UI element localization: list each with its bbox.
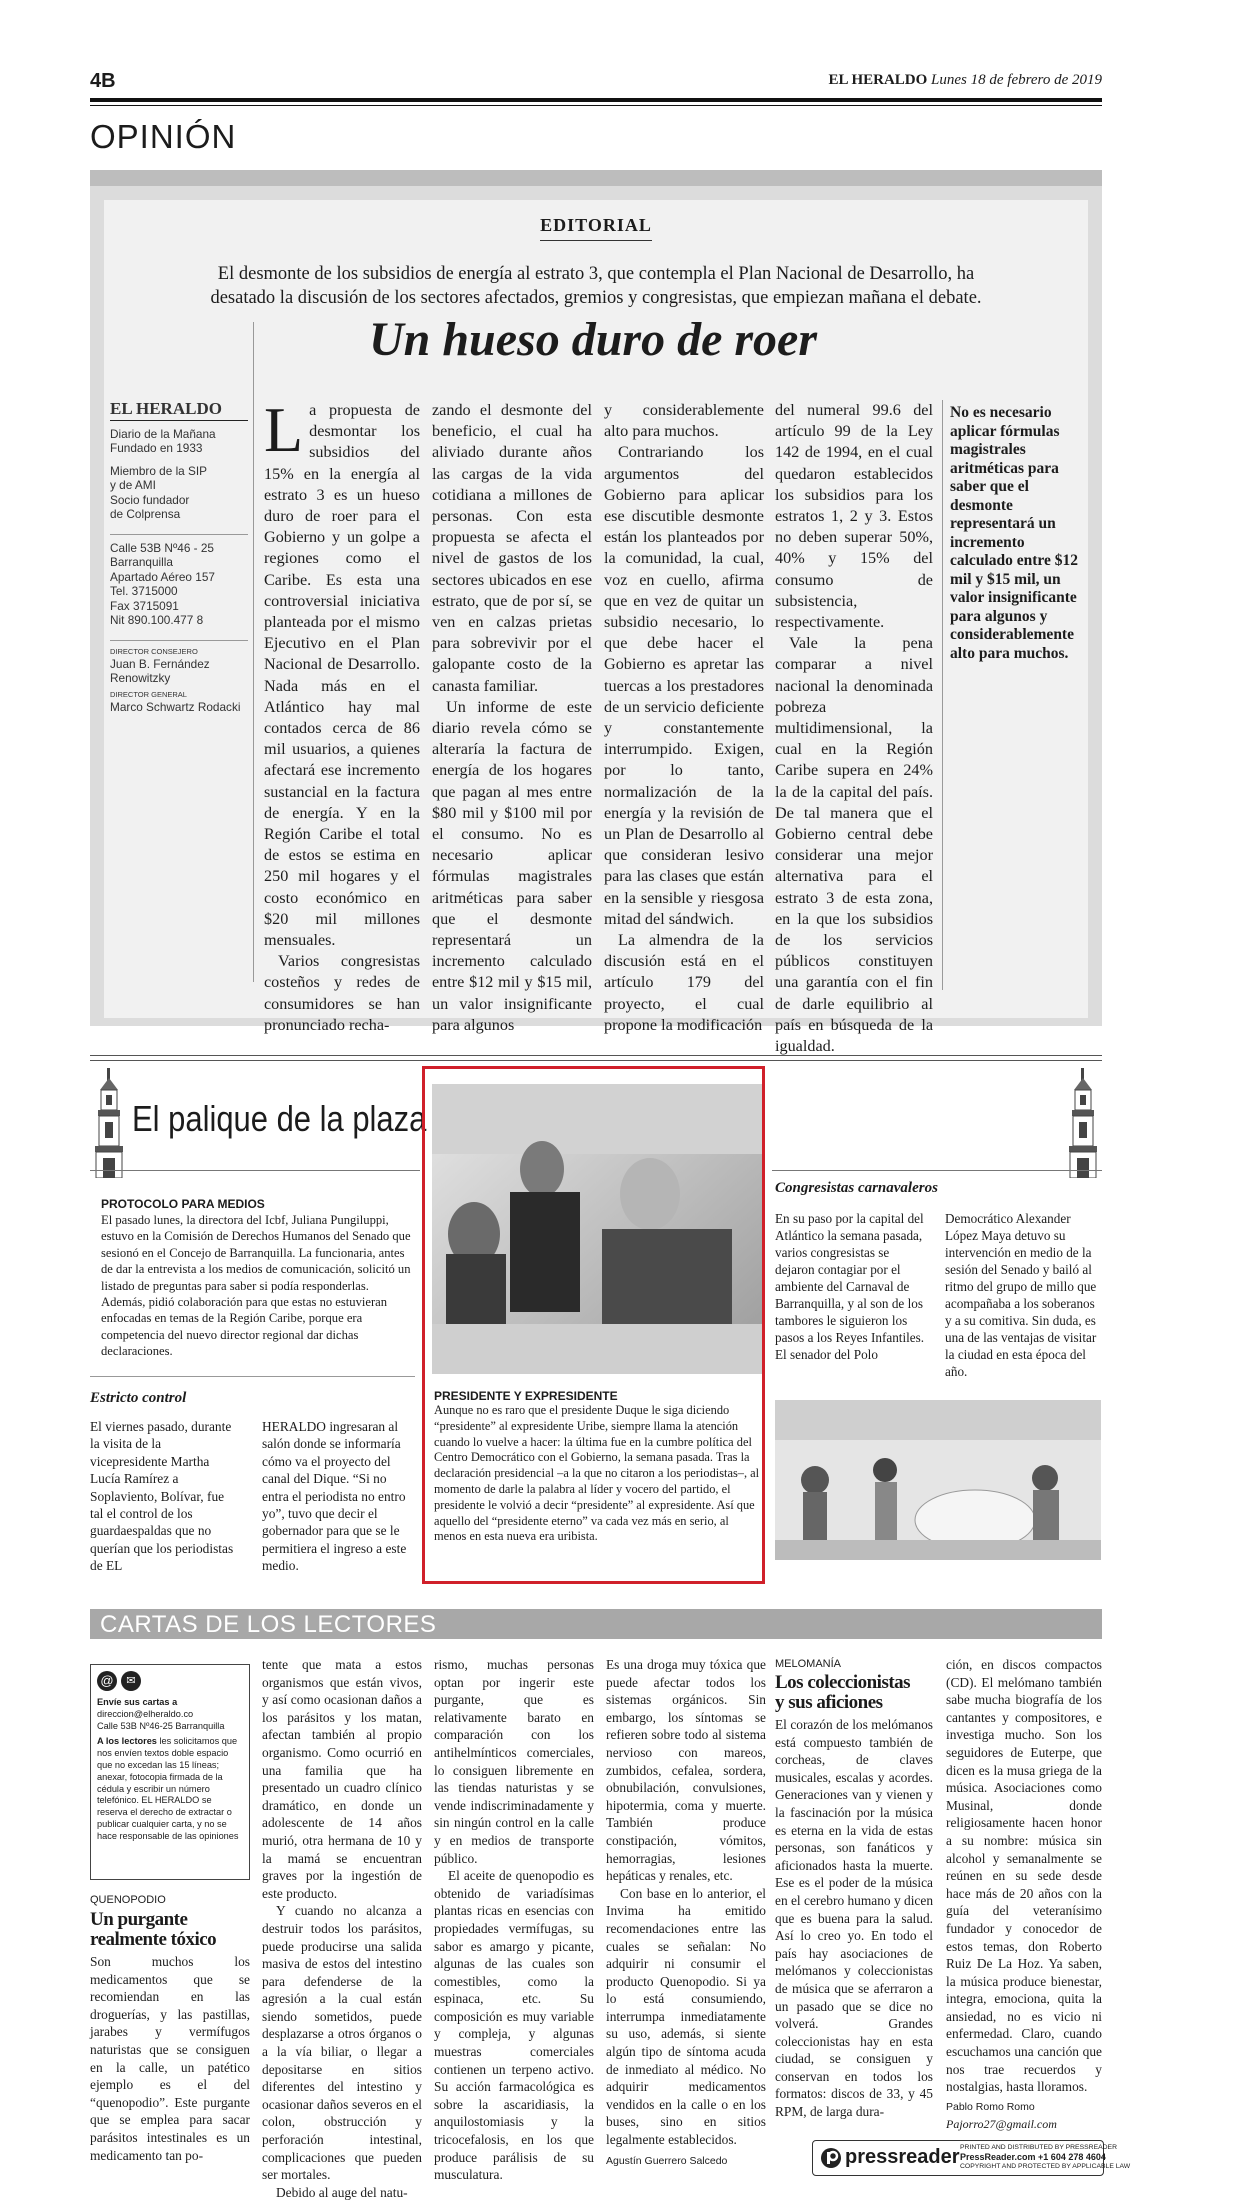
letter1-kicker: QUENOPODIO bbox=[90, 1894, 166, 1906]
palique-text-congresistas-1: En su paso por la capital del Atlántico la semana pasada, varios congresistas se dejaron contagiar por el ambiente del Carnaval de Barranquilla, y al son de los tambores le siguieron los pasos a los Reyes Infantiles. El senador del Polo bbox=[775, 1211, 925, 1362]
masthead-name: EL HERALDO bbox=[110, 402, 248, 421]
masthead-box bbox=[110, 399, 248, 714]
letter-paragraph: tente que mata a estos organismos que están vivos, y así como ocasionan daños a los parásitos y los matan, afectan también al propio organismo. Como ocurrió en una familia que ha presentado un cuadro clínico dramático, en donde un adolescente de 14 años murió, otra hermana de 10 y la mamá se encuentran graves por la ingestión de este producto. bbox=[262, 1657, 422, 1901]
newspaper-dateline bbox=[829, 72, 1102, 89]
letter2-column-1 bbox=[775, 1716, 933, 2121]
editorial-divider bbox=[253, 322, 254, 982]
masthead-line: Diario de la Mañana bbox=[110, 426, 216, 441]
letter1-column-3 bbox=[434, 1656, 594, 2184]
cartas-address: Calle 53B Nº46-25 Barranquilla bbox=[97, 1720, 225, 1731]
letter-paragraph: rismo, muchas personas optan por ingerir este purgante, que es relativamente barato en comparación con los antihelmínticos comerciales, lo consiguen libremente en las tiendas naturistas y se vende indiscriminadamente y sin ningún control en la calle y en medios de transporte público. bbox=[434, 1657, 594, 1866]
palique-text-estricto-2: HERALDO ingresaran al salón donde se informaría cómo va el proyecto del canal del Dique. “Si no entra el periodista no entro yo”, tuvo que decir el gobernador para que se le permitiera el ingreso a este medio. bbox=[262, 1419, 407, 1574]
palique-rule-top2 bbox=[90, 1060, 1102, 1061]
editorial-top-band bbox=[90, 170, 1102, 186]
editorial-paragraph: a propuesta de desmontar los subsidios del 15% en la energía al estrato 3 es un hueso duro de roer para el Gobierno y un golpe a regiones como el Caribe. Es esta una controversial iniciativa planteada por el mismo Ejecutivo en el Plan Nacional de Desarrollo. Nada más en el Atlántico hay mal contados cerca de 86 mil usuarios, a quienes afectará ese incremento sustancial en la factura de energía. Y en la Región Caribe el total de estos se estima en 250 mil hogares y el costo económico en $20 mil millones mensuales. bbox=[264, 401, 420, 950]
cartas-submission-box bbox=[90, 1664, 250, 1880]
page-number: 4B bbox=[90, 70, 116, 92]
editorial-paragraph: Un informe de este diario revela cómo se alteraría la factura de energía de los hogares que pagan al mes entre $80 mil y $100 mil por el consumo. No es necesario aplicar fórmulas magistrales aritméticas para saber que el desmonte representará un incremento calculado entre $12 mil y $15 mil, un valor insignificante para algunos bbox=[432, 697, 592, 1034]
deck-line-2: desatado la discusión de los sectores afectados, gremios y congresistas, que empiezan mañana el debate. bbox=[210, 288, 982, 308]
palique-title: El palique de la plaza bbox=[132, 1098, 427, 1139]
newspaper-name: EL HERALDO bbox=[828, 72, 928, 88]
pullquote-divider bbox=[942, 400, 943, 990]
at-icon: @ bbox=[97, 1671, 117, 1691]
masthead-address: Nit 890.100.477 8 bbox=[110, 613, 204, 627]
palique-text-estricto-1: El viernes pasado, durante la visita de la vicepresidente Martha Lucía Ramírez a Soplaviento, Bolívar, fue tal el control de los guardaespaldas que no querían que los periodistas de EL bbox=[90, 1419, 234, 1574]
editorial-column-4 bbox=[775, 400, 933, 1057]
masthead-person: Renowitzky bbox=[110, 671, 171, 685]
letter-paragraph: Debido al auge del natu- bbox=[276, 2184, 408, 2200]
deck-line-1: El desmonte de los subsidios de energía al estrato 3, que contempla el Plan Nacional de Desarrollo, ha bbox=[217, 264, 975, 284]
editorial-paragraph: del numeral 99.6 del artículo 99 de la Ley 142 de 1994, en el cual quedaron establecidos los subsidios para los estratos 1, 2 y 3. Estos no deben superar 50%, 40% y 15% del consumo de subsistencia, respectivamente. bbox=[775, 401, 933, 632]
palique-text-protocolo: El pasado lunes, la directora del Icbf, Juliana Pungiluppi, estuvo en la Comisión de Derechos Humanos del Senado que sesionó en el Concejo de Barranquilla. La funcionaria, antes de dar la entrevista a los medios de comunicación, solicitó un listado de preguntas para saber si podía responderlas. Además, pidió colaboración para que estas no estuvieran enfocadas en temas de la Región Caribe, porque era competencia del nuevo director regional dar dichas declaraciones. bbox=[101, 1213, 411, 1359]
letter-paragraph: Con base en lo anterior, el Invima ha emitido recomendaciones entre las cuales se señalan: No adquirir ni consumir el producto Quenopodio. Si ya lo está consumiendo, interrumpa inmediatamente su uso, además, si siente algún tipo de síntoma acuda de inmediato al médico. No adquirir medicamentos vendidos en la calle o en los buses, sino en sitios legalmente establecidos. bbox=[606, 1885, 766, 2148]
letter2-title bbox=[775, 1673, 940, 1713]
kicker-underline bbox=[540, 240, 652, 241]
pressreader-line: COPYRIGHT AND PROTECTED BY APPLICABLE LAW bbox=[960, 2163, 1131, 2170]
masthead-role: DIRECTOR GENERAL bbox=[110, 689, 187, 699]
editorial-kicker: EDITORIAL bbox=[540, 215, 652, 235]
church-tower-icon bbox=[90, 1068, 128, 1178]
letter1-title-line: Un purgante bbox=[90, 1909, 188, 1930]
masthead-address: Tel. 3715000 bbox=[110, 584, 178, 598]
palique-text-presidente: Aunque no es raro que el presidente Duque le siga diciendo “presidente” al expresidente Uribe, siempre llama la atención cuando lo vuelve a hacer: la última fue en la cumbre política del Centro Democrático con el Gobierno, la semana pasada. Tras la declaración presidencial –a la que no citaron a los periodistas–, al momento de darle la palabra al líder y vocero del partido, el presidente le volvió a decir “presidente” al expresidente. Así que aquello del “presidente eterno” va cada vez más en serio, al menos en esta nueva era uribista. bbox=[434, 1403, 760, 1544]
cartas-box-bold: A los lectores bbox=[97, 1736, 157, 1747]
letter1-column-1 bbox=[90, 1953, 250, 2164]
letter-paragraph: Y cuando no alcanza a destruir todos los parásitos, puede producirse una salida masiva de estos del intestino para defenderse de la agresión a la cual están siendo sometidos, puede desplazarse a otros órganos o a la vía biliar, o llegar a depositarse en sitios diferentes del intestino y ocasionar daños severos en el colon, obstrucción y perforación intestinal, complicaciones que pueden ser mortales. bbox=[262, 1903, 422, 2183]
letter1-column-4 bbox=[606, 1656, 766, 2170]
letter-paragraph: Es una droga muy tóxica que puede afectar todos los sistemas orgánicos. Sin embargo, los síntomas se refieren sobre todo al sistema nervioso con mareos, zumbidos, cefalea, sordera, obnubilación, convulsiones, hipotermia, coma y muerte. También produce constipación, vómitos, hemorragias, lesiones hepáticas y renales, etc. bbox=[606, 1657, 766, 1884]
masthead-person: Marco Schwartz Rodacki bbox=[110, 699, 241, 714]
photo-carnival bbox=[775, 1400, 1101, 1560]
palique-title-rule-right bbox=[772, 1170, 1102, 1171]
header-rule-thin bbox=[90, 105, 1102, 106]
letter2-kicker: MELOMANÍA bbox=[775, 1658, 842, 1670]
masthead-line: Socio fundador bbox=[110, 492, 190, 507]
header-rule-thick bbox=[90, 98, 1102, 102]
editorial-headline: Un hueso duro de roer bbox=[368, 313, 818, 366]
letter-paragraph: El aceite de quenopodio es obtenido de variadísimas plantas ricas en esencias con propiedades vermífugas, su sabor es amargo y picante, algunas de las cuales son comestibles, como la espinaca, etc. Su composición es muy variable y compleja, y algunas muestras comerciales contienen un terpeno activo. Su acción farmacológica es sobre la ascaridiasis, la anquilostomiasis y la tricocefalosis, en los que produce parálisis de su musculatura. bbox=[434, 1868, 594, 2183]
masthead-address: Barranquilla bbox=[110, 555, 173, 569]
palique-heading-congresistas: Congresistas carnavaleros bbox=[775, 1180, 938, 1196]
palique-divider bbox=[90, 1376, 415, 1377]
masthead-person: Juan B. Fernández bbox=[110, 656, 210, 671]
cartas-box-title: Envíe sus cartas a bbox=[97, 1697, 178, 1707]
cartas-email[interactable]: direccion@elheraldo.co bbox=[97, 1708, 194, 1719]
letter2-title-line: y sus aficiones bbox=[775, 1692, 883, 1713]
photo-presidents bbox=[432, 1084, 762, 1374]
editorial-column-3 bbox=[604, 400, 764, 1036]
letter-paragraph: Son muchos los medicamentos que se recomiendan en las droguerías, y las pastillas, jarabes y vermífugos naturistas que se consiguen en la calle, un patético ejemplo es el del “quenopodio”. Este purgante que se emplea para sacar parásitos intestinales es un medicamento tan po- bbox=[90, 1954, 250, 2163]
letter-paragraph: El corazón de los melómanos está compuesto también de corcheas, de claves musicales, escalas y acordes. Generaciones van y vienen y la fascinación por la música es eterna en la vida de estas personas, son fanáticos y aficionados hasta la muerte. Ese es el poder de la música en el cerebro humano y dicen que es buena para la salud. Así lo creo yo. En todo el país hay asociaciones de melómanos y coleccionistas de música que se aferraron a un pasado que se dice no volverá. Grandes coleccionistas hay en esta ciudad, se consiguen y conservan en todos los formatos: discos de 33, y 45 RPM, de larga dura- bbox=[775, 1717, 934, 2120]
palique-heading-presidente: PRESIDENTE Y EXPRESIDENTE bbox=[434, 1389, 618, 1403]
section-title: OPINIÓN bbox=[90, 118, 237, 155]
palique-heading-protocolo: PROTOCOLO PARA MEDIOS bbox=[101, 1197, 265, 1211]
pressreader-brand: pressreader bbox=[845, 2146, 960, 2168]
letter2-author-email[interactable]: Pajorro27@gmail.com bbox=[946, 2117, 1057, 2132]
letter2-title-line: Los coleccionistas bbox=[775, 1672, 911, 1693]
editorial-paragraph: Vale la pena comparar a nivel nacional la denominada pobreza multidimensional, la cual en la Región Caribe supera en 24% la de la capital del país. De tal manera que el Gobierno central debe considerar una mejor alternativa para el estrato 3 de esta zona, en la que los subsidios de los servicios públicos constituyen una garantía con el fin de darle equilibrio al país en búsqueda de la igualdad. bbox=[775, 634, 933, 1056]
editorial-paragraph: Contrariando los argumentos del Gobierno para aplicar ese discutible desmonte están los planteados por la comunidad, la cual, voz en cuello, afirma que en vez de quitar un subsidio necesario, lo que debe hacer el Gobierno es apretar las tuercas a los prestadores de un servicio deficiente y constantemente interrumpido. Exigen, por lo tanto, normalización de la energía y la revisión de un Plan de Desarrollo al que consideran lesivo para las clases que están en la sensible y riesgosa mitad del sándwich. bbox=[604, 443, 764, 928]
editorial-column-2 bbox=[432, 400, 592, 1036]
editorial-column-1 bbox=[264, 394, 420, 1036]
drop-cap: L bbox=[264, 394, 304, 465]
letter-paragraph: ción, en discos compactos (CD). El melómano también sabe mucha biografía de los cantantes y compositores, e investiga mucho. Son los seguidores de Euterpe, que dicen es la musa griega de la música. Asociaciones como Musinal, donde religiosamente hacen honor a su nombre: música sin alcohol y semanalmente se reúnen en su sede desde hace más de 20 años con la guía del veteranísimo fundador y conocedor de estos temas, don Roberto Ruiz De La Hoz. Ya saben, la música produce bienestar, integra, emociona, quita la ansiedad, no es vicio ni enfermedad. Claro, cuando escuchamos una canción que nos trae recuerdos y nostalgias, hasta lloramos. bbox=[946, 1657, 1102, 2095]
masthead-address: Fax 3715091 bbox=[110, 598, 179, 613]
letter1-author: Agustín Guerrero Salcedo bbox=[606, 2154, 728, 2167]
palique-title-rule bbox=[90, 1170, 420, 1171]
letter1-title bbox=[90, 1910, 255, 1950]
masthead-line: y de AMI bbox=[110, 478, 156, 492]
masthead-line: Fundado en 1933 bbox=[110, 441, 203, 455]
issue-date: Lunes 18 de febrero de 2019 bbox=[931, 72, 1102, 88]
mail-icon: ✉ bbox=[121, 1671, 141, 1691]
church-tower-icon bbox=[1064, 1068, 1102, 1178]
masthead-address: Apartado Aéreo 157 bbox=[110, 569, 215, 584]
cartas-title: CARTAS DE LOS LECTORES bbox=[100, 1611, 437, 1638]
editorial-paragraph: y considerablemente alto para muchos. bbox=[604, 401, 764, 441]
editorial-paragraph: Varios congresistas costeños y redes de consumidores se han pronunciado recha- bbox=[264, 952, 420, 1034]
cartas-box-text: les solicitamos que nos envíen textos doble espacio que no excedan las 15 líneas; anexar, fotocopia firmada de la cédula y escribir un número telefónico. EL HERALDO se reserva el derecho de extractar o publicar cualquier carta, y no se hace responsable de las opiniones bbox=[97, 1736, 239, 1841]
pressreader-logo-icon bbox=[820, 2147, 842, 2169]
masthead-address: Calle 53B Nº46 - 25 bbox=[110, 540, 214, 555]
letter1-column-2 bbox=[262, 1656, 422, 2201]
masthead-role: DIRECTOR CONSEJERO bbox=[110, 646, 198, 656]
editorial-paragraph: La almendra de la discusión está en el artículo 179 del proyecto, el cual propone la modificación bbox=[604, 931, 764, 1034]
pressreader-info bbox=[960, 2144, 1130, 2171]
letter1-title-line: realmente tóxico bbox=[90, 1929, 217, 1950]
letter2-author: Pablo Romo Romo bbox=[946, 2100, 1035, 2113]
letter2-column-2 bbox=[946, 1656, 1102, 2134]
pull-quote: No es necesario aplicar fórmulas magistrales aritméticas para saber que el desmonte representará un incremento calculado entre $12 mil y $15 mil, un valor insignificante para algunos y considerablemente alto para muchos. bbox=[950, 404, 1079, 662]
masthead-line: de Colprensa bbox=[110, 507, 181, 521]
palique-text-congresistas-2: Democrático Alexander López Maya detuvo su intervención en medio de la sesión del Senado y bailó al ritmo del grupo de millo que acompañaba a los soberanos y a su comitiva. Sin duda, es una de las ventajas de visitar la ciudad en esta época del año. bbox=[945, 1211, 1097, 1379]
palique-rule-top bbox=[90, 1055, 1102, 1056]
editorial-deck bbox=[104, 262, 1088, 310]
palique-heading-estricto: Estricto control bbox=[90, 1390, 187, 1406]
editorial-paragraph: zando el desmonte del beneficio, el cual ha aliviado durante años las cargas de la vida cotidiana a millones de personas. Con esta propuesta se afecta el nivel de gastos de los sectores ubicados en ese estrato, que de por sí, se ven en calzas prietas para sobrevivir por el galopante costo de la canasta familiar. bbox=[432, 401, 592, 695]
masthead-line: Miembro de la SIP bbox=[110, 463, 208, 478]
pressreader-line: PressReader.com +1 604 278 4604 bbox=[960, 2152, 1106, 2162]
pressreader-line: PRINTED AND DISTRIBUTED BY PRESSREADER bbox=[960, 2144, 1117, 2151]
